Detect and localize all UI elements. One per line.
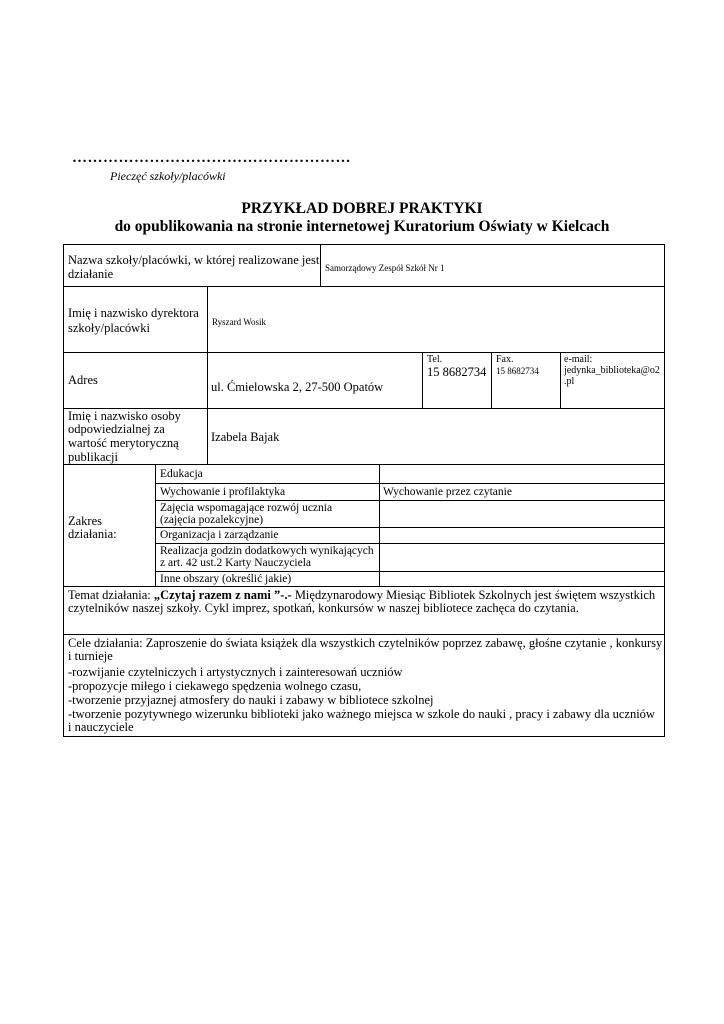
goals-line: -propozycje miłego i ciekawego spędzenia wolnego czasu,: [68, 679, 362, 693]
scope-divider: [155, 483, 664, 484]
scope-item-zajecia-cont: (zajęcia pozalekcyjne): [160, 514, 264, 526]
email-value: jedynka_biblioteka@o2: [564, 365, 660, 376]
address-label: Adres: [68, 373, 98, 387]
responsible-person-label-cont: wartość merytoryczną: [68, 436, 179, 450]
row-divider: [64, 586, 664, 587]
row-divider: [64, 464, 664, 465]
column-divider: [155, 464, 156, 586]
theme-text-cont: czytelników naszej szkoły. Cykl imprez, spotkań, konkursów w naszej bibliotece zachęca do czytania.: [68, 601, 579, 615]
goals-line: -rozwijanie czytelniczych i artystycznych i zainteresowań uczniów: [68, 665, 403, 679]
scope-item-wychowanie: Wychowanie i profilaktyka: [160, 486, 286, 498]
scope-divider: [155, 527, 664, 528]
goals-line: -tworzenie przyjaznej atmosfery do nauki i zabawy w bibliotece szkolnej: [68, 693, 434, 707]
responsible-person-label-cont: publikacji: [68, 450, 118, 464]
scope-divider: [155, 571, 664, 572]
scope-label-cont: działania:: [68, 527, 117, 541]
responsible-person-label-cont: odpowiedzialnej za: [68, 422, 165, 436]
goals-line: Cele działania: Zaproszenie do świata książek dla wszystkich czytelników poprzez zabawę, głośne czytanie , konkursy: [68, 636, 663, 650]
responsible-person-label: Imię i nazwisko osoby: [68, 409, 181, 423]
row-divider: [64, 352, 664, 353]
column-divider: [320, 245, 321, 286]
responsible-person-value: Izabela Bajak: [211, 430, 280, 444]
school-name-label-cont: działanie: [68, 267, 114, 281]
scope-divider: [155, 500, 664, 501]
theme-title: „Czytaj razem z nami ”-.-: [153, 588, 292, 602]
school-name-label: Nazwa szkoły/placówki, w której realizowane jest: [68, 253, 320, 267]
scope-item-realizacja-cont: z art. 42 ust.2 Karty Nauczyciela: [160, 557, 312, 569]
stamp-dots: ………………………………………………: [72, 150, 351, 166]
column-divider: [560, 352, 561, 408]
school-name-value: Samorządowy Zespół Szkół Nr 1: [325, 263, 445, 273]
director-value: Ryszard Wosik: [212, 317, 266, 327]
scope-label: Zakres: [68, 514, 103, 528]
theme-prefix: Temat działania:: [68, 588, 154, 602]
scope-item-edukacja: Edukacja: [160, 468, 203, 480]
row-divider: [64, 286, 664, 287]
scope-value-wychowanie: Wychowanie przez czytanie: [383, 486, 512, 498]
goals-line: -tworzenie pozytywnego wizerunku biblioteki jako ważnego miejsca w szkole do nauki , pracy i zabawy dla uczniów: [68, 707, 655, 721]
scope-divider: [155, 543, 664, 544]
stamp-caption: Pieczęć szkoły/placówki: [110, 169, 226, 183]
row-divider: [64, 634, 664, 635]
goals-line: i nauczyciele: [68, 720, 134, 734]
scope-item-zajecia: Zajęcia wspomagające rozwój ucznia: [160, 502, 333, 514]
fax-value: 15 8682734: [496, 366, 539, 376]
director-label-cont: szkoły/placówki: [68, 321, 150, 335]
tel-value: 15 8682734: [427, 365, 487, 379]
column-divider: [379, 464, 380, 586]
page-subtitle: do opublikowania na stronie internetowej Kuratorium Oświaty w Kielcach: [114, 218, 610, 235]
tel-label: Tel.: [427, 354, 443, 365]
director-label: Imię i nazwisko dyrektora: [68, 306, 199, 320]
form-table: [63, 244, 665, 737]
email-value-cont: .pl: [564, 376, 575, 387]
address-value: ul. Ćmielowska 2, 27-500 Opatów: [211, 380, 384, 394]
column-divider: [207, 286, 208, 464]
scope-item-realizacja: Realizacja godzin dodatkowych wynikających: [160, 545, 374, 557]
email-label: e-mail:: [564, 354, 593, 365]
theme-description: Międzynarodowy Miesiąc Bibliotek Szkolnych jest świętem wszystkich: [291, 588, 656, 602]
column-divider: [422, 352, 423, 408]
scope-item-organizacja: Organizacja i zarządzanie: [160, 529, 279, 541]
fax-label: Fax.: [496, 354, 514, 365]
goals-line: i turnieje: [68, 649, 113, 663]
scope-item-inne: Inne obszary (określić jakie): [160, 573, 292, 585]
column-divider: [491, 352, 492, 408]
page-title: PRZYKŁAD DOBREJ PRAKTYKI: [241, 200, 483, 217]
